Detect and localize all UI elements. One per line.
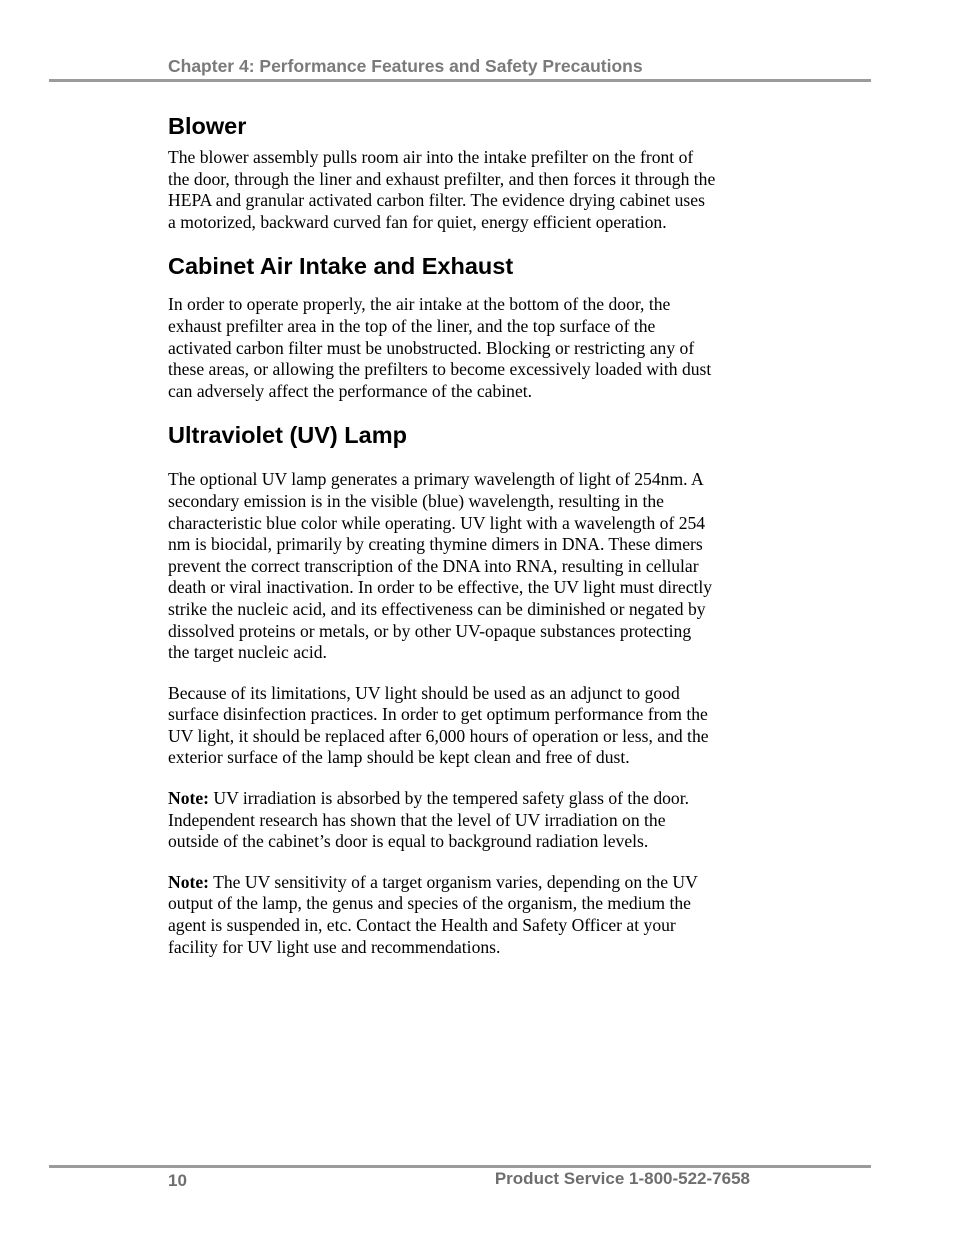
text-line: output of the lamp, the genus and species of the organism, the medium the xyxy=(168,893,691,914)
text-line xyxy=(168,872,768,894)
text-line: UV light, it should be replaced after 6,000 hours of operation or less, and the xyxy=(168,725,709,746)
text-line: outside of the cabinet’s door is equal to background radiation levels. xyxy=(168,831,649,852)
blower-paragraph xyxy=(168,147,768,233)
chapter-header: Chapter 4: Performance Features and Safety Precautions xyxy=(168,56,643,76)
uv-note-2 xyxy=(168,872,768,958)
text-line: nm is biocidal, primarily by creating thymine dimers in DNA. These dimers xyxy=(168,534,703,555)
text-line: death or viral inactivation. In order to be effective, the UV light must directly xyxy=(168,577,713,598)
text-line: exhaust prefilter area in the top of the liner, and the top surface of the xyxy=(168,315,656,336)
text-line: a motorized, backward curved fan for quiet, energy efficient operation. xyxy=(168,211,667,232)
uv-paragraph-2 xyxy=(168,683,768,769)
text-line: secondary emission is in the visible (blue) wavelength, resulting in the xyxy=(168,490,664,511)
text-line: can adversely affect the performance of the cabinet. xyxy=(168,380,533,401)
text-line: HEPA and granular activated carbon filter. The evidence drying cabinet uses xyxy=(168,190,705,211)
text-line: agent is suspended in, etc. Contact the Health and Safety Officer at your xyxy=(168,915,676,936)
note-text: The UV sensitivity of a target organism varies, depending on the UV xyxy=(209,871,698,892)
product-service-phone: Product Service 1-800-522-7658 xyxy=(494,1169,750,1188)
blower-heading: Blower xyxy=(168,113,247,139)
page-number: 10 xyxy=(168,1171,187,1190)
text-line: prevent the correct transcription of the DNA into RNA, resulting in cellular xyxy=(168,555,699,576)
note-label: Note: xyxy=(168,788,210,809)
note-text: UV irradiation is absorbed by the tempered safety glass of the door. xyxy=(209,788,689,809)
uv-paragraph-1 xyxy=(168,469,768,663)
text-line: In order to operate properly, the air intake at the bottom of the door, the xyxy=(168,294,671,315)
text-line: strike the nucleic acid, and its effectiveness can be diminished or negated by xyxy=(168,598,706,619)
text-line: The blower assembly pulls room air into the intake prefilter on the front of xyxy=(168,147,694,167)
footer-rule xyxy=(49,1165,871,1168)
text-line: activated carbon filter must be unobstructed. Blocking or restricting any of xyxy=(168,337,695,358)
uv-note-1 xyxy=(168,788,768,853)
text-line: the door, through the liner and exhaust prefilter, and then forces it through the xyxy=(168,168,716,189)
text-line: surface disinfection practices. In order to get optimum performance from the xyxy=(168,704,708,725)
text-line: characteristic blue color while operating. UV light with a wavelength of 254 xyxy=(168,512,706,533)
text-line: The optional UV lamp generates a primary wavelength of light of 254nm. A xyxy=(168,469,704,490)
text-line xyxy=(168,788,768,810)
text-line: Because of its limitations, UV light should be used as an adjunct to good xyxy=(168,682,680,703)
text-line: facility for UV light use and recommendations. xyxy=(168,936,501,957)
text-line: the target nucleic acid. xyxy=(168,642,327,663)
header-rule xyxy=(49,79,871,82)
uv-lamp-heading: Ultraviolet (UV) Lamp xyxy=(168,422,407,449)
cabinet-heading: Cabinet Air Intake and Exhaust xyxy=(168,253,514,280)
text-line: these areas, or allowing the prefilters to become excessively loaded with dust xyxy=(168,359,712,380)
text-line: Independent research has shown that the level of UV irradiation on the xyxy=(168,809,666,830)
text-line: dissolved proteins or metals, or by other UV-opaque substances protecting xyxy=(168,620,692,641)
cabinet-paragraph xyxy=(168,294,768,402)
note-label: Note: xyxy=(168,871,210,892)
text-line: exterior surface of the lamp should be kept clean and free of dust. xyxy=(168,747,630,768)
page-content xyxy=(168,112,768,958)
